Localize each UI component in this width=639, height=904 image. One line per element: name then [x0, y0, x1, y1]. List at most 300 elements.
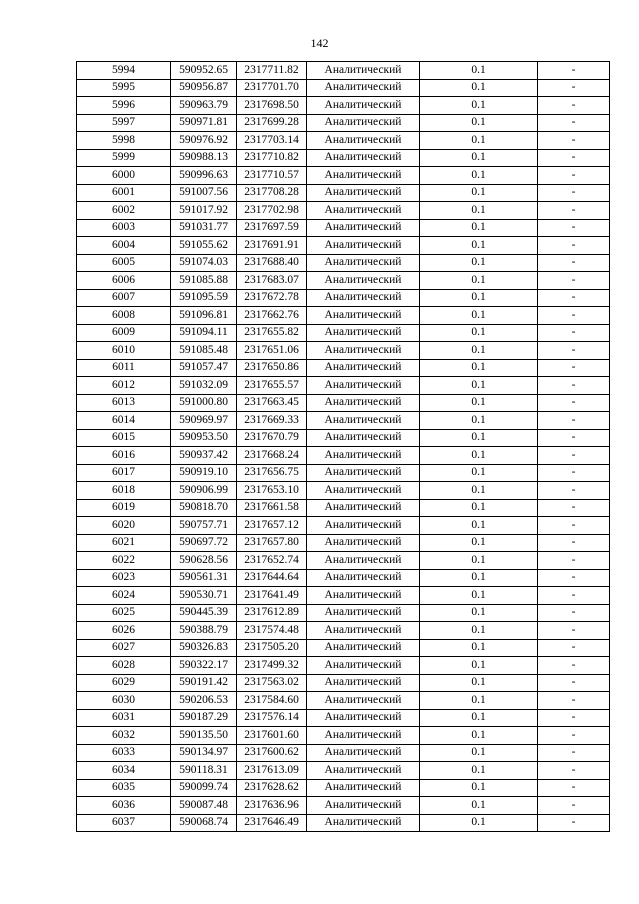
- x-coordinate-cell: 590969.97: [171, 412, 237, 430]
- y-coordinate-cell: 2317697.59: [237, 219, 307, 237]
- y-coordinate-cell: 2317657.12: [237, 517, 307, 535]
- x-coordinate-cell: 590135.50: [171, 727, 237, 745]
- x-coordinate-cell: 590953.50: [171, 429, 237, 447]
- y-coordinate-cell: 2317710.82: [237, 149, 307, 167]
- x-coordinate-cell: 590963.79: [171, 97, 237, 115]
- table-row: [77, 727, 610, 745]
- y-coordinate-cell: 2317650.86: [237, 359, 307, 377]
- note-cell: -: [538, 797, 610, 815]
- accuracy-cell: 0.1: [420, 552, 538, 570]
- x-coordinate-cell: 590445.39: [171, 604, 237, 622]
- accuracy-cell: 0.1: [420, 499, 538, 517]
- table-row: [77, 517, 610, 535]
- note-cell: -: [538, 202, 610, 220]
- method-cell: Аналитический: [307, 744, 420, 762]
- table-row: [77, 534, 610, 552]
- table-row: [77, 709, 610, 727]
- accuracy-cell: 0.1: [420, 709, 538, 727]
- accuracy-cell: 0.1: [420, 814, 538, 832]
- note-cell: -: [538, 709, 610, 727]
- note-cell: -: [538, 727, 610, 745]
- note-cell: -: [538, 604, 610, 622]
- point-number-cell: 6019: [77, 499, 171, 517]
- note-cell: -: [538, 534, 610, 552]
- accuracy-cell: 0.1: [420, 797, 538, 815]
- point-number-cell: 5996: [77, 97, 171, 115]
- page-number: 142: [310, 36, 329, 50]
- point-number-cell: 6029: [77, 674, 171, 692]
- x-coordinate-cell: 591055.62: [171, 237, 237, 255]
- accuracy-cell: 0.1: [420, 219, 538, 237]
- point-number-cell: 6020: [77, 517, 171, 535]
- note-cell: -: [538, 464, 610, 482]
- x-coordinate-cell: 590087.48: [171, 797, 237, 815]
- x-coordinate-cell: 590976.92: [171, 132, 237, 150]
- y-coordinate-cell: 2317663.45: [237, 394, 307, 412]
- method-cell: Аналитический: [307, 412, 420, 430]
- y-coordinate-cell: 2317657.80: [237, 534, 307, 552]
- table-row: [77, 762, 610, 780]
- method-cell: Аналитический: [307, 692, 420, 710]
- point-number-cell: 6017: [77, 464, 171, 482]
- y-coordinate-cell: 2317655.82: [237, 324, 307, 342]
- note-cell: -: [538, 692, 610, 710]
- note-cell: -: [538, 359, 610, 377]
- note-cell: -: [538, 779, 610, 797]
- y-coordinate-cell: 2317661.58: [237, 499, 307, 517]
- table-row: [77, 254, 610, 272]
- table-row: [77, 97, 610, 115]
- x-coordinate-cell: 590818.70: [171, 499, 237, 517]
- method-cell: Аналитический: [307, 132, 420, 150]
- accuracy-cell: 0.1: [420, 604, 538, 622]
- x-coordinate-cell: 591057.47: [171, 359, 237, 377]
- method-cell: Аналитический: [307, 727, 420, 745]
- method-cell: Аналитический: [307, 674, 420, 692]
- x-coordinate-cell: 590134.97: [171, 744, 237, 762]
- note-cell: -: [538, 744, 610, 762]
- x-coordinate-cell: 591094.11: [171, 324, 237, 342]
- x-coordinate-cell: 591000.80: [171, 394, 237, 412]
- table-row: [77, 359, 610, 377]
- y-coordinate-cell: 2317683.07: [237, 272, 307, 290]
- point-number-cell: 6005: [77, 254, 171, 272]
- y-coordinate-cell: 2317672.78: [237, 289, 307, 307]
- table-row: [77, 307, 610, 325]
- table-row: [77, 412, 610, 430]
- method-cell: Аналитический: [307, 114, 420, 132]
- table-row: [77, 779, 610, 797]
- y-coordinate-cell: 2317699.28: [237, 114, 307, 132]
- note-cell: -: [538, 429, 610, 447]
- y-coordinate-cell: 2317668.24: [237, 447, 307, 465]
- point-number-cell: 6008: [77, 307, 171, 325]
- point-number-cell: 6003: [77, 219, 171, 237]
- y-coordinate-cell: 2317628.62: [237, 779, 307, 797]
- y-coordinate-cell: 2317652.74: [237, 552, 307, 570]
- accuracy-cell: 0.1: [420, 517, 538, 535]
- point-number-cell: 6018: [77, 482, 171, 500]
- point-number-cell: 6033: [77, 744, 171, 762]
- table-row: [77, 639, 610, 657]
- y-coordinate-cell: 2317669.33: [237, 412, 307, 430]
- accuracy-cell: 0.1: [420, 359, 538, 377]
- note-cell: -: [538, 149, 610, 167]
- y-coordinate-cell: 2317711.82: [237, 62, 307, 80]
- method-cell: Аналитический: [307, 272, 420, 290]
- note-cell: -: [538, 587, 610, 605]
- point-number-cell: 6023: [77, 569, 171, 587]
- point-number-cell: 6032: [77, 727, 171, 745]
- y-coordinate-cell: 2317688.40: [237, 254, 307, 272]
- x-coordinate-cell: 591007.56: [171, 184, 237, 202]
- note-cell: -: [538, 324, 610, 342]
- accuracy-cell: 0.1: [420, 622, 538, 640]
- y-coordinate-cell: 2317702.98: [237, 202, 307, 220]
- method-cell: Аналитический: [307, 534, 420, 552]
- accuracy-cell: 0.1: [420, 307, 538, 325]
- point-number-cell: 6035: [77, 779, 171, 797]
- method-cell: Аналитический: [307, 762, 420, 780]
- y-coordinate-cell: 2317651.06: [237, 342, 307, 360]
- table-row: [77, 377, 610, 395]
- note-cell: -: [538, 552, 610, 570]
- accuracy-cell: 0.1: [420, 149, 538, 167]
- table-row: [77, 587, 610, 605]
- coordinates-table: [76, 61, 610, 832]
- accuracy-cell: 0.1: [420, 324, 538, 342]
- accuracy-cell: 0.1: [420, 692, 538, 710]
- y-coordinate-cell: 2317563.02: [237, 674, 307, 692]
- x-coordinate-cell: 590068.74: [171, 814, 237, 832]
- accuracy-cell: 0.1: [420, 429, 538, 447]
- table-row: [77, 552, 610, 570]
- point-number-cell: 5999: [77, 149, 171, 167]
- point-number-cell: 6028: [77, 657, 171, 675]
- method-cell: Аналитический: [307, 394, 420, 412]
- note-cell: -: [538, 62, 610, 80]
- method-cell: Аналитический: [307, 307, 420, 325]
- note-cell: -: [538, 394, 610, 412]
- method-cell: Аналитический: [307, 429, 420, 447]
- x-coordinate-cell: 590988.13: [171, 149, 237, 167]
- table-row: [77, 604, 610, 622]
- y-coordinate-cell: 2317662.76: [237, 307, 307, 325]
- note-cell: -: [538, 184, 610, 202]
- coordinates-table-body: [77, 62, 610, 832]
- method-cell: Аналитический: [307, 79, 420, 97]
- y-coordinate-cell: 2317701.70: [237, 79, 307, 97]
- point-number-cell: 6026: [77, 622, 171, 640]
- accuracy-cell: 0.1: [420, 62, 538, 80]
- point-number-cell: 6014: [77, 412, 171, 430]
- y-coordinate-cell: 2317698.50: [237, 97, 307, 115]
- method-cell: Аналитический: [307, 482, 420, 500]
- x-coordinate-cell: 591085.48: [171, 342, 237, 360]
- x-coordinate-cell: 590919.10: [171, 464, 237, 482]
- table-row: [77, 184, 610, 202]
- x-coordinate-cell: 590757.71: [171, 517, 237, 535]
- point-number-cell: 6036: [77, 797, 171, 815]
- y-coordinate-cell: 2317670.79: [237, 429, 307, 447]
- table-row: [77, 289, 610, 307]
- note-cell: -: [538, 499, 610, 517]
- method-cell: Аналитический: [307, 184, 420, 202]
- point-number-cell: 6025: [77, 604, 171, 622]
- method-cell: Аналитический: [307, 202, 420, 220]
- method-cell: Аналитический: [307, 62, 420, 80]
- method-cell: Аналитический: [307, 657, 420, 675]
- point-number-cell: 5997: [77, 114, 171, 132]
- table-row: [77, 447, 610, 465]
- method-cell: Аналитический: [307, 779, 420, 797]
- accuracy-cell: 0.1: [420, 114, 538, 132]
- x-coordinate-cell: 591074.03: [171, 254, 237, 272]
- accuracy-cell: 0.1: [420, 289, 538, 307]
- table-row: [77, 797, 610, 815]
- method-cell: Аналитический: [307, 359, 420, 377]
- y-coordinate-cell: 2317708.28: [237, 184, 307, 202]
- y-coordinate-cell: 2317601.60: [237, 727, 307, 745]
- y-coordinate-cell: 2317710.57: [237, 167, 307, 185]
- x-coordinate-cell: 590191.42: [171, 674, 237, 692]
- y-coordinate-cell: 2317499.32: [237, 657, 307, 675]
- accuracy-cell: 0.1: [420, 254, 538, 272]
- y-coordinate-cell: 2317655.57: [237, 377, 307, 395]
- point-number-cell: 6007: [77, 289, 171, 307]
- table-row: [77, 499, 610, 517]
- y-coordinate-cell: 2317636.96: [237, 797, 307, 815]
- table-row: [77, 342, 610, 360]
- point-number-cell: 5998: [77, 132, 171, 150]
- x-coordinate-cell: 590118.31: [171, 762, 237, 780]
- x-coordinate-cell: 590937.42: [171, 447, 237, 465]
- note-cell: -: [538, 289, 610, 307]
- point-number-cell: 6031: [77, 709, 171, 727]
- note-cell: -: [538, 447, 610, 465]
- note-cell: -: [538, 272, 610, 290]
- note-cell: -: [538, 97, 610, 115]
- note-cell: -: [538, 79, 610, 97]
- method-cell: Аналитический: [307, 289, 420, 307]
- accuracy-cell: 0.1: [420, 412, 538, 430]
- accuracy-cell: 0.1: [420, 272, 538, 290]
- note-cell: -: [538, 762, 610, 780]
- table-row: [77, 744, 610, 762]
- accuracy-cell: 0.1: [420, 639, 538, 657]
- y-coordinate-cell: 2317576.14: [237, 709, 307, 727]
- accuracy-cell: 0.1: [420, 534, 538, 552]
- point-number-cell: 6011: [77, 359, 171, 377]
- accuracy-cell: 0.1: [420, 587, 538, 605]
- accuracy-cell: 0.1: [420, 377, 538, 395]
- method-cell: Аналитический: [307, 237, 420, 255]
- note-cell: -: [538, 569, 610, 587]
- point-number-cell: 6015: [77, 429, 171, 447]
- x-coordinate-cell: 590561.31: [171, 569, 237, 587]
- method-cell: Аналитический: [307, 167, 420, 185]
- method-cell: Аналитический: [307, 622, 420, 640]
- point-number-cell: 6016: [77, 447, 171, 465]
- point-number-cell: 6009: [77, 324, 171, 342]
- accuracy-cell: 0.1: [420, 202, 538, 220]
- note-cell: -: [538, 237, 610, 255]
- accuracy-cell: 0.1: [420, 394, 538, 412]
- accuracy-cell: 0.1: [420, 237, 538, 255]
- y-coordinate-cell: 2317641.49: [237, 587, 307, 605]
- note-cell: -: [538, 307, 610, 325]
- x-coordinate-cell: 590628.56: [171, 552, 237, 570]
- table-row: [77, 569, 610, 587]
- table-row: [77, 132, 610, 150]
- y-coordinate-cell: 2317584.60: [237, 692, 307, 710]
- accuracy-cell: 0.1: [420, 762, 538, 780]
- point-number-cell: 6000: [77, 167, 171, 185]
- x-coordinate-cell: 590099.74: [171, 779, 237, 797]
- note-cell: -: [538, 639, 610, 657]
- x-coordinate-cell: 591085.88: [171, 272, 237, 290]
- accuracy-cell: 0.1: [420, 779, 538, 797]
- method-cell: Аналитический: [307, 254, 420, 272]
- point-number-cell: 6030: [77, 692, 171, 710]
- table-row: [77, 622, 610, 640]
- point-number-cell: 6002: [77, 202, 171, 220]
- accuracy-cell: 0.1: [420, 97, 538, 115]
- accuracy-cell: 0.1: [420, 727, 538, 745]
- method-cell: Аналитический: [307, 149, 420, 167]
- method-cell: Аналитический: [307, 517, 420, 535]
- x-coordinate-cell: 590906.99: [171, 482, 237, 500]
- method-cell: Аналитический: [307, 324, 420, 342]
- x-coordinate-cell: 590971.81: [171, 114, 237, 132]
- method-cell: Аналитический: [307, 97, 420, 115]
- table-row: [77, 114, 610, 132]
- y-coordinate-cell: 2317505.20: [237, 639, 307, 657]
- method-cell: Аналитический: [307, 377, 420, 395]
- point-number-cell: 6004: [77, 237, 171, 255]
- table-row: [77, 202, 610, 220]
- note-cell: -: [538, 342, 610, 360]
- note-cell: -: [538, 254, 610, 272]
- table-row: [77, 814, 610, 832]
- method-cell: Аналитический: [307, 499, 420, 517]
- x-coordinate-cell: 590322.17: [171, 657, 237, 675]
- accuracy-cell: 0.1: [420, 342, 538, 360]
- table-row: [77, 674, 610, 692]
- x-coordinate-cell: 590388.79: [171, 622, 237, 640]
- table-row: [77, 149, 610, 167]
- table-row: [77, 272, 610, 290]
- table-row: [77, 692, 610, 710]
- y-coordinate-cell: 2317703.14: [237, 132, 307, 150]
- x-coordinate-cell: 590530.71: [171, 587, 237, 605]
- note-cell: -: [538, 657, 610, 675]
- table-row: [77, 657, 610, 675]
- x-coordinate-cell: 591095.59: [171, 289, 237, 307]
- accuracy-cell: 0.1: [420, 482, 538, 500]
- table-row: [77, 79, 610, 97]
- x-coordinate-cell: 590187.29: [171, 709, 237, 727]
- note-cell: -: [538, 167, 610, 185]
- note-cell: -: [538, 219, 610, 237]
- point-number-cell: 6021: [77, 534, 171, 552]
- note-cell: -: [538, 814, 610, 832]
- accuracy-cell: 0.1: [420, 744, 538, 762]
- table-row: [77, 167, 610, 185]
- method-cell: Аналитический: [307, 587, 420, 605]
- accuracy-cell: 0.1: [420, 184, 538, 202]
- table-row: [77, 482, 610, 500]
- x-coordinate-cell: 590697.72: [171, 534, 237, 552]
- point-number-cell: 6006: [77, 272, 171, 290]
- x-coordinate-cell: 590952.65: [171, 62, 237, 80]
- x-coordinate-cell: 590996.63: [171, 167, 237, 185]
- method-cell: Аналитический: [307, 219, 420, 237]
- accuracy-cell: 0.1: [420, 569, 538, 587]
- point-number-cell: 6022: [77, 552, 171, 570]
- point-number-cell: 6034: [77, 762, 171, 780]
- point-number-cell: 5994: [77, 62, 171, 80]
- table-row: [77, 62, 610, 80]
- x-coordinate-cell: 591031.77: [171, 219, 237, 237]
- table-row: [77, 219, 610, 237]
- accuracy-cell: 0.1: [420, 167, 538, 185]
- accuracy-cell: 0.1: [420, 657, 538, 675]
- note-cell: -: [538, 517, 610, 535]
- note-cell: -: [538, 412, 610, 430]
- note-cell: -: [538, 377, 610, 395]
- accuracy-cell: 0.1: [420, 447, 538, 465]
- method-cell: Аналитический: [307, 814, 420, 832]
- note-cell: -: [538, 132, 610, 150]
- accuracy-cell: 0.1: [420, 464, 538, 482]
- x-coordinate-cell: 591032.09: [171, 377, 237, 395]
- y-coordinate-cell: 2317644.64: [237, 569, 307, 587]
- x-coordinate-cell: 591096.81: [171, 307, 237, 325]
- point-number-cell: 6027: [77, 639, 171, 657]
- table-row: [77, 464, 610, 482]
- accuracy-cell: 0.1: [420, 674, 538, 692]
- y-coordinate-cell: 2317574.48: [237, 622, 307, 640]
- point-number-cell: 6001: [77, 184, 171, 202]
- method-cell: Аналитический: [307, 552, 420, 570]
- x-coordinate-cell: 590326.83: [171, 639, 237, 657]
- method-cell: Аналитический: [307, 464, 420, 482]
- accuracy-cell: 0.1: [420, 79, 538, 97]
- point-number-cell: 5995: [77, 79, 171, 97]
- table-row: [77, 237, 610, 255]
- table-row: [77, 394, 610, 412]
- x-coordinate-cell: 591017.92: [171, 202, 237, 220]
- point-number-cell: 6037: [77, 814, 171, 832]
- y-coordinate-cell: 2317646.49: [237, 814, 307, 832]
- method-cell: Аналитический: [307, 639, 420, 657]
- y-coordinate-cell: 2317600.62: [237, 744, 307, 762]
- method-cell: Аналитический: [307, 604, 420, 622]
- method-cell: Аналитический: [307, 709, 420, 727]
- x-coordinate-cell: 590956.87: [171, 79, 237, 97]
- note-cell: -: [538, 622, 610, 640]
- y-coordinate-cell: 2317656.75: [237, 464, 307, 482]
- note-cell: -: [538, 482, 610, 500]
- method-cell: Аналитический: [307, 447, 420, 465]
- method-cell: Аналитический: [307, 797, 420, 815]
- table-row: [77, 429, 610, 447]
- note-cell: -: [538, 674, 610, 692]
- y-coordinate-cell: 2317612.89: [237, 604, 307, 622]
- accuracy-cell: 0.1: [420, 132, 538, 150]
- method-cell: Аналитический: [307, 569, 420, 587]
